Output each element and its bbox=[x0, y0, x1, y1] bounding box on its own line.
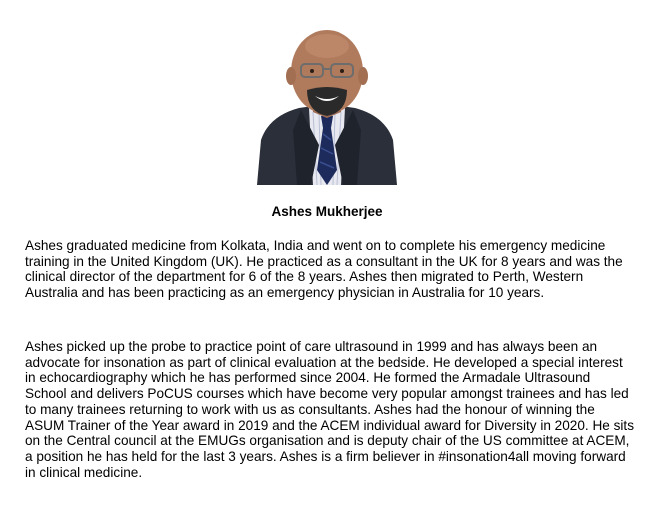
bio-paragraph-2: Ashes picked up the probe to practice point of care ultrasound in 1999 and has always been an advocate for insonation as part of clinical evaluation at the bedside. He developed a special interest in echocardiography which he has performed since 2004. He formed the Armadale Ultrasound School and delivers PoCUS courses which have become very popular amongst trainees and has led to many trainees returning to work with us as consultants. Ashes had the honour of winning the ASUM Trainer of the Year award in 2019 and the ACEM individual award for Diversity in 2020. He sits on the Central council at the EMUGs organisation and is deputy chair of the US committee at ACEM, a position he has held for the last 3 years. Ashes is a firm believer in #insonation4all moving forward in clinical medicine. bbox=[25, 339, 635, 480]
bio-paragraph-1: Ashes graduated medicine from Kolkata, India and went on to complete his emergency medicine training in the United Kingdom (UK). He practiced as a consultant in the UK for 8 years and was the clinical director of the department for 6 of the 8 years. Ashes then migrated to Perth, Western Australia and has been practicing as an emergency physician in Australia for 10 years. bbox=[25, 238, 623, 301]
person-name: Ashes Mukherjee bbox=[271, 204, 383, 219]
profile-photo bbox=[257, 20, 397, 185]
